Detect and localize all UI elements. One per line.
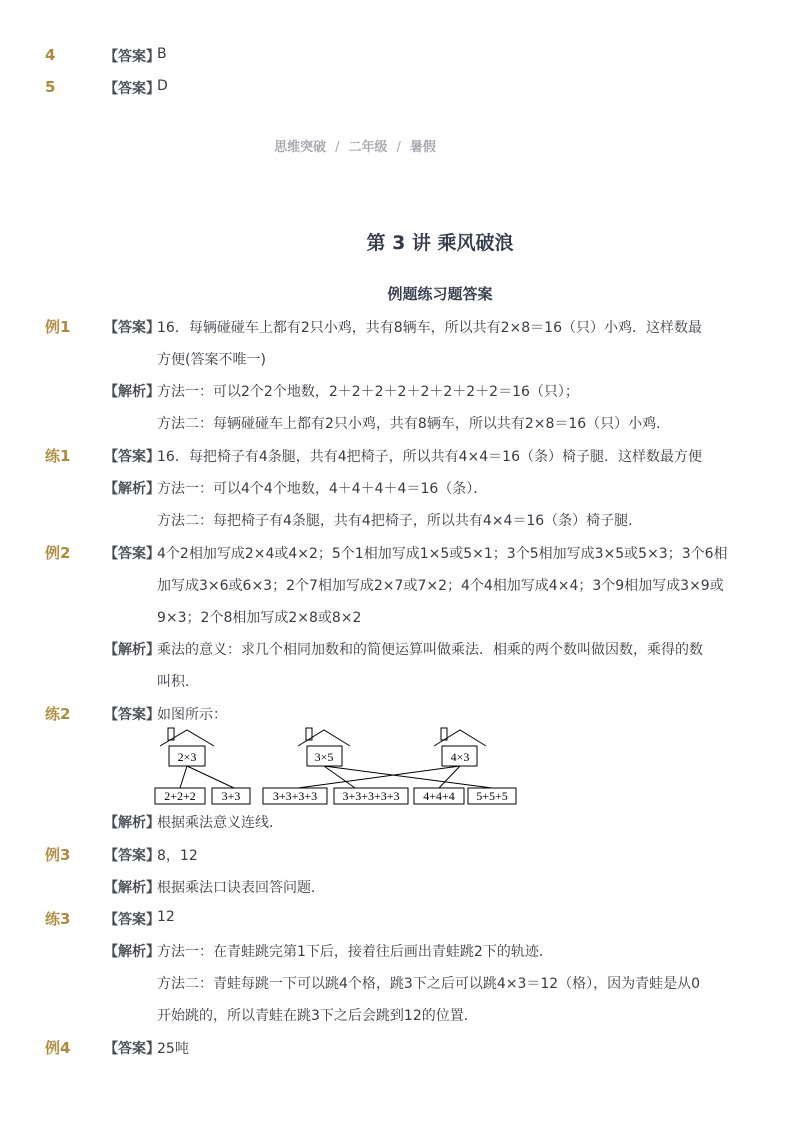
section-title: 例题练习题答案 bbox=[387, 285, 493, 303]
connector-line bbox=[324, 766, 492, 788]
answer-label: 【答案】 bbox=[104, 912, 160, 928]
answer-label: 【答案】 bbox=[104, 81, 160, 97]
breadcrumb-item: 思维突破 bbox=[274, 140, 327, 155]
breadcrumb-separator: / bbox=[335, 140, 340, 155]
answer-text: 25吨 bbox=[157, 1041, 189, 1057]
answer-text: 如图所示： bbox=[157, 707, 227, 723]
answer-label: 【答案】 bbox=[104, 707, 160, 723]
item-number: 4 bbox=[45, 46, 56, 64]
house-label: 3×5 bbox=[314, 750, 334, 764]
answer-text: 4个2相加写成2×4或4×2；5个1相加写成1×5或5×1；3个5相加写成3×5或5×3；3个6相 bbox=[157, 546, 728, 562]
item-number: 练1 bbox=[45, 447, 71, 465]
answer-label: 【答案】 bbox=[104, 320, 160, 336]
analysis-label: 【解析】 bbox=[104, 815, 160, 831]
answer-text: B bbox=[157, 46, 167, 62]
expression-label: 3+3+3+3+3 bbox=[342, 789, 400, 803]
breadcrumb bbox=[0, 136, 710, 155]
answer-text: 方便(答案不唯一) bbox=[157, 352, 266, 368]
item-number: 例4 bbox=[45, 1039, 71, 1057]
answer-text: 加写成3×6或6×3；2个7相加写成2×7或7×2；4个4相加写成4×4；3个9相加写成3×9或 bbox=[157, 578, 724, 594]
item-number: 例2 bbox=[45, 544, 71, 562]
breadcrumb-separator: / bbox=[396, 140, 401, 155]
answer-text: 9×3；2个8相加写成2×8或8×2 bbox=[157, 610, 362, 626]
house-label: 4×3 bbox=[450, 750, 470, 764]
answer-text: 16．每把椅子有4条腿，共有4把椅子，所以共有4×4＝16（条）椅子腿．这样数最方便 bbox=[157, 449, 702, 465]
connector-line bbox=[298, 766, 460, 788]
analysis-text: 方法一：可以4个4个地数，4＋4＋4＋4＝16（条）． bbox=[157, 481, 488, 497]
analysis-text: 方法二：每把椅子有4条腿，共有4把椅子，所以共有4×4＝16（条）椅子腿． bbox=[157, 513, 643, 529]
connector-line bbox=[187, 766, 234, 788]
matching-diagram bbox=[150, 724, 530, 808]
analysis-text: 根据乘法意义连线． bbox=[157, 815, 283, 831]
answer-label: 【答案】 bbox=[104, 848, 160, 864]
analysis-label: 【解析】 bbox=[104, 880, 160, 896]
answer-text: 8，12 bbox=[157, 848, 198, 864]
answer-label: 【答案】 bbox=[104, 1041, 160, 1057]
expression-label: 3+3 bbox=[221, 789, 241, 803]
answer-label: 【答案】 bbox=[104, 49, 160, 65]
item-number: 练3 bbox=[45, 910, 71, 928]
item-number: 练2 bbox=[45, 705, 71, 723]
answer-text: 16．每辆碰碰车上都有2只小鸡，共有8辆车，所以共有2×8＝16（只）小鸡．这样数最 bbox=[157, 320, 702, 336]
analysis-text: 方法二：每辆碰碰车上都有2只小鸡，共有8辆车，所以共有2×8＝16（只）小鸡． bbox=[157, 416, 671, 432]
connector-line bbox=[180, 766, 187, 788]
answer-label: 【答案】 bbox=[104, 449, 160, 465]
expression-label: 2+2+2 bbox=[164, 789, 196, 803]
answer-label: 【答案】 bbox=[104, 546, 160, 562]
expression-label: 4+4+4 bbox=[423, 789, 455, 803]
analysis-label: 【解析】 bbox=[104, 944, 160, 960]
answer-text: D bbox=[157, 78, 168, 94]
house-label: 2×3 bbox=[177, 750, 197, 764]
expression-label: 3+3+3+3 bbox=[272, 789, 318, 803]
expression-label: 5+5+5 bbox=[476, 789, 508, 803]
analysis-label: 【解析】 bbox=[104, 642, 160, 658]
answer-text: 12 bbox=[157, 909, 175, 925]
breadcrumb-item: 暑假 bbox=[409, 140, 436, 155]
analysis-text: 方法二：青蛙每跳一下可以跳4个格，跳3下之后可以跳4×3＝12（格），因为青蛙是从0 bbox=[157, 976, 701, 992]
connector-line bbox=[439, 766, 460, 788]
analysis-text: 开始跳的，所以青蛙在跳3下之后会跳到12的位置． bbox=[157, 1008, 478, 1024]
analysis-text: 叫积． bbox=[157, 674, 199, 690]
item-number: 例1 bbox=[45, 318, 71, 336]
analysis-label: 【解析】 bbox=[104, 384, 160, 400]
analysis-label: 【解析】 bbox=[104, 481, 160, 497]
analysis-text: 根据乘法口诀表回答问题． bbox=[157, 880, 325, 896]
lecture-title: 第 3 讲 乘风破浪 bbox=[366, 232, 514, 254]
item-number: 5 bbox=[45, 78, 56, 96]
analysis-text: 方法一：在青蛙跳完第1下后，接着往后画出青蛙跳2下的轨迹． bbox=[157, 944, 553, 960]
item-number: 例3 bbox=[45, 846, 71, 864]
analysis-text: 乘法的意义：求几个相同加数和的简便运算叫做乘法．相乘的两个数叫做因数，乘得的数 bbox=[157, 642, 703, 658]
analysis-text: 方法一：可以2个2个地数，2＋2＋2＋2＋2＋2＋2＋2＝16（只）； bbox=[157, 384, 579, 400]
breadcrumb-item: 二年级 bbox=[348, 140, 388, 155]
